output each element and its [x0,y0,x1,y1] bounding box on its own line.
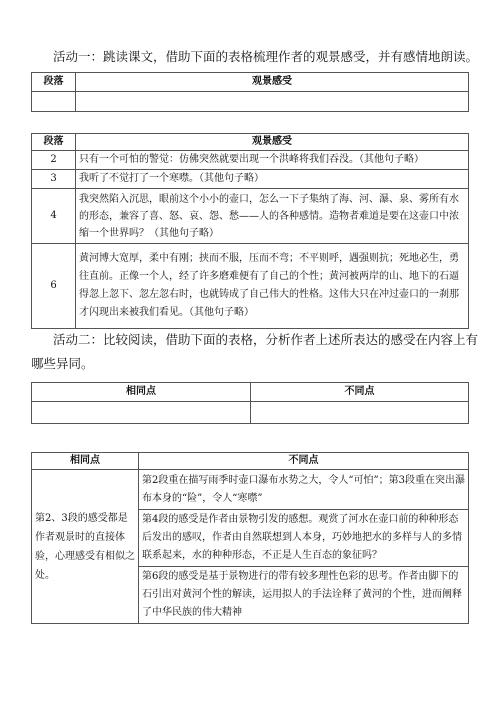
table-row [32,470,469,510]
activity1-blank-table [31,72,469,112]
col-header-feeling: 观景感受 [76,134,469,151]
paragraph-number: 6 [32,244,76,329]
blank-cell-paragraph[interactable] [32,92,76,112]
table-row [32,244,469,329]
col-header-paragraph: 段落 [32,73,76,92]
activity2-blank-table [31,382,469,424]
table-row [32,189,469,244]
col-header-different: 不同点 [251,383,469,402]
col-header-paragraph: 段落 [32,134,76,151]
col-header-different: 不同点 [139,453,469,470]
activity2-heading-line2: 哪些异同。 [31,356,94,371]
difference-text: 第6段的感受是基于景物进行的带有较多理性色彩的思考。作者由脚下的石引出对黄河个性的解读，运用拟人的手法诠释了黄河的个性，进而阐释了中华民族的伟大精神 [139,567,469,624]
activity2-heading-line1: 活动二：比较阅读，借助下面的表格，分析作者上述所表达的感受在内容上有 [53,332,479,347]
activity1-filled-table [31,133,469,329]
table-row [32,170,469,189]
blank-cell-feeling[interactable] [76,92,469,112]
difference-text: 第4段的感受是作者由景物引发的感想。观赏了河水在壶口前的种种形态后发出的感叹，作者由自然联想到人本身，巧妙地把水的多样与人的多情联系起来，水的种种形态，不正是人生百态的象征吗？ [139,510,469,567]
activity2-filled-table [31,452,469,624]
paragraph-number: 4 [32,189,76,244]
same-points-text: 第2、3段的感受都是作者观景时的直接体验，心理感受有相似之处。 [32,470,139,624]
difference-text: 第2段重在描写雨季时壶口瀑布水势之大，令人“可怕”；第3段重在突出瀑布本身的“险”，令人“寒噤” [139,470,469,510]
feeling-text: 只有一个可怕的警觉：仿佛突然就要出现一个洪峰将我们吞没。（其他句子略） [76,151,469,170]
col-header-feeling: 观景感受 [76,73,469,92]
blank-cell-same[interactable] [32,402,251,424]
feeling-text: 黄河博大宽厚，柔中有刚；挟而不服，压而不弯；不平则呼，遇强则抗；死地必生，勇往直前。正像一个人，经了许多磨难便有了自己的个性；黄河被两岸的山、地下的石逼得忽上忽下、忽左忽右时，也就铸成了自己伟大的性格。这伟大只在冲过壶口的一刹那才闪现出来被我们看见。（其他句子略） [76,244,469,329]
paragraph-number: 2 [32,151,76,170]
table-row [32,151,469,170]
feeling-text: 我突然陷入沉思，眼前这个小小的壶口，怎么一下子集纳了海、河、瀑、泉、雾所有水的形态，兼容了喜、怒、哀、怨、愁——人的各种感情。造物者难道是要在这壶口中浓缩一个世界吗？（其他句子略） [76,189,469,244]
col-header-same: 相同点 [32,453,139,470]
activity1-heading: 活动一：跳读课文，借助下面的表格梳理作者的观景感受，并有感情地朗读。 [53,49,479,64]
col-header-same: 相同点 [32,383,251,402]
blank-cell-different[interactable] [251,402,469,424]
feeling-text: 我听了不觉打了一个寒噤。（其他句子略） [76,170,469,189]
paragraph-number: 3 [32,170,76,189]
